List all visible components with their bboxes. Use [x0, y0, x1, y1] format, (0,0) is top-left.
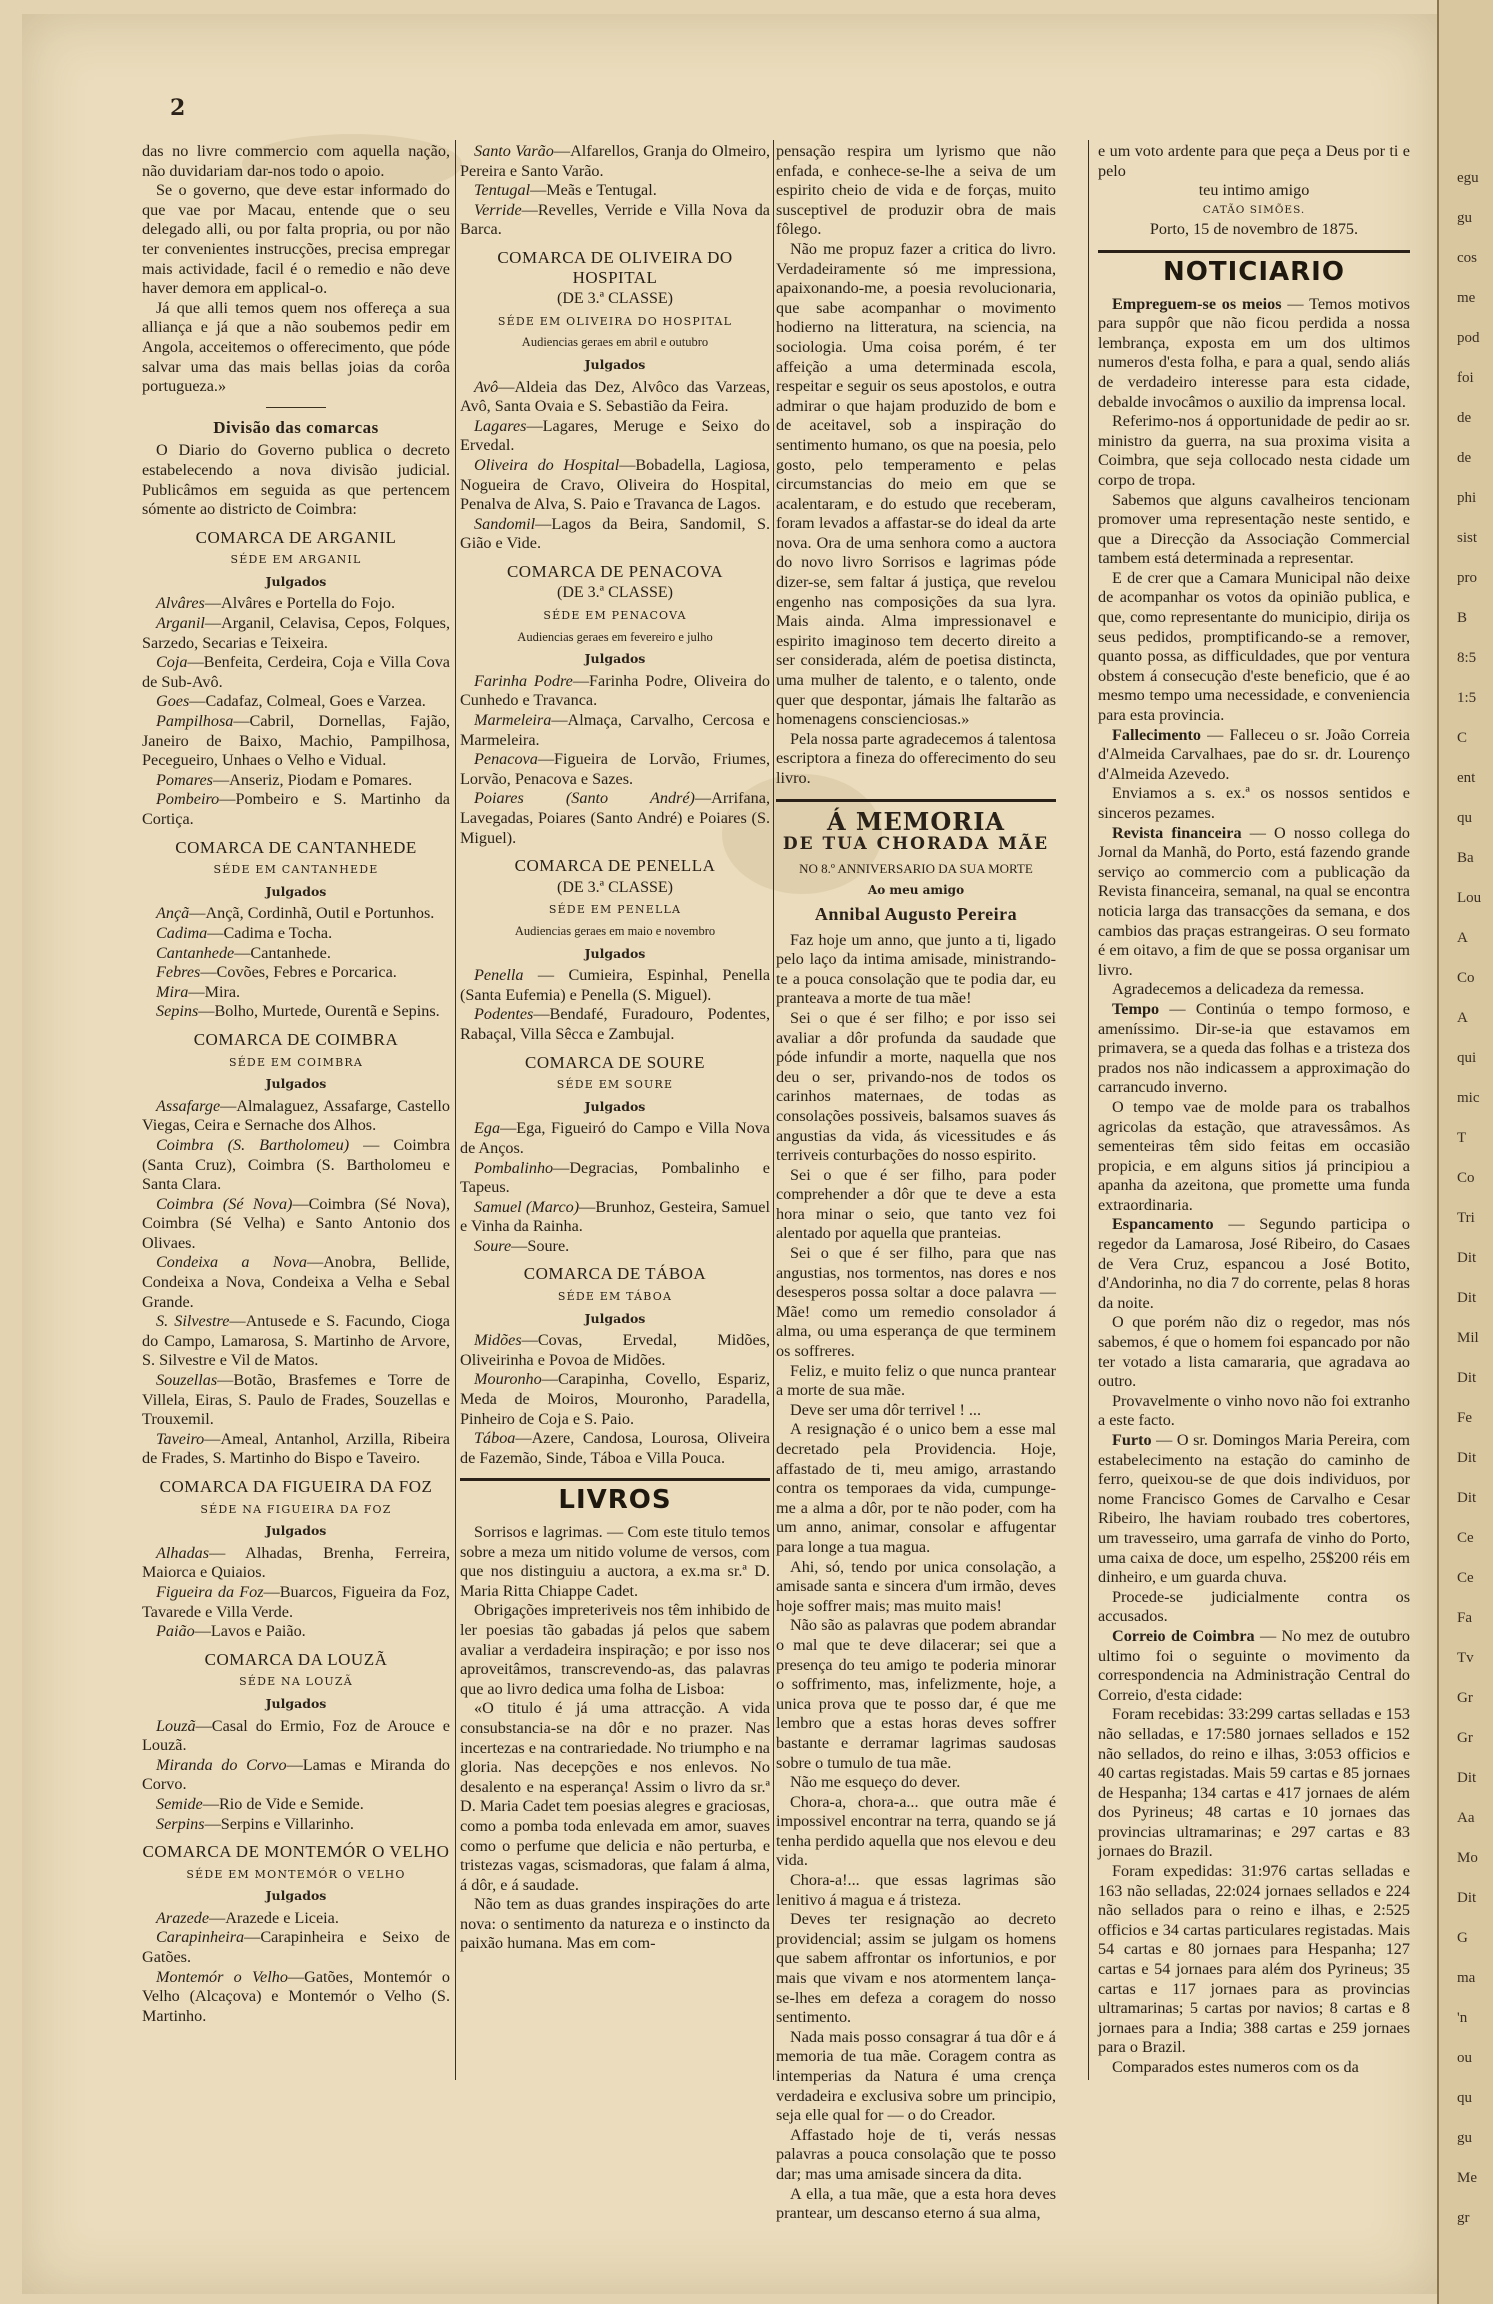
- next-page-fragment: mic: [1457, 1090, 1480, 1106]
- next-page-fragment: A: [1457, 1010, 1468, 1026]
- news-list: [1098, 295, 1410, 2078]
- julgado-entry: Alhadas— Alhadas, Brenha, Ferreira, Maiorca e Quiaios.: [142, 1543, 450, 1582]
- julgado-entry: Souzellas—Botão, Brasfemes e Torre de Villela, Eiras, S. Paulo de Frades, Souzellas e Trouxemil.: [142, 1371, 450, 1429]
- next-page-fragment: ma: [1457, 1970, 1476, 1986]
- next-page-fragment: Tv: [1457, 1650, 1474, 1666]
- divider: [460, 1478, 770, 1481]
- julgado-place: Serpins: [156, 1814, 205, 1833]
- julgado-entry: Santo Varão—Alfarellos, Granja do Olmeiro, Pereira e Santo Varão.: [460, 142, 771, 180]
- julgado-entry: Taveiro—Ameal, Antanhol, Arzilla, Ribeira de Frades, S. Martinho do Bispo e Taveiro.: [142, 1429, 450, 1468]
- comarca-title: COMARCA DA FIGUEIRA DA FOZ: [159, 1477, 433, 1496]
- julgados-heading: Julgados: [265, 1888, 327, 1904]
- paragraph: Sorrisos e lagrimas. — Com este titulo temos sobre a meza um nitido volume de versos, com que nos distinguiu a auctora, a ex.ma sr.ª D. Maria Ritta Chiappe Cadet.: [460, 1523, 770, 1600]
- julgado-place: Coimbra (S. Bartholomeu): [156, 1135, 350, 1154]
- next-page-fragment: ent: [1457, 770, 1476, 786]
- julgado-place: Carapinheira: [156, 1928, 245, 1947]
- news-item: Foram expedidas: 31:976 cartas selladas e 163 não selladas, 22:024 jornaes sellados e 224 não sellados para o reino e ilhas, e 2:525 officios e 34 cartas particulares registadas. Mais 54 cartas e 80 jornaes para Hespanha; 127 cartas e 54 jornaes para além dos Pyrineus; 35 cartas e 117 jornaes para as provincias ultramarinas; 5 cartas por navios; 8 cartas e 8 jornaes para a India; 388 cartas e 259 jornaes para o Brazil.: [1098, 1862, 1410, 2057]
- comarca-classe: (DE 3.ª CLASSE): [557, 290, 673, 308]
- memoria-subtitle: DE TUA CHORADA MÃE: [782, 834, 1050, 855]
- livros-article: [460, 1523, 770, 1954]
- julgado-entry: Verride—Revelles, Verride e Villa Nova da Barca.: [460, 200, 770, 239]
- julgado-place: Goes: [156, 692, 190, 711]
- comarca-title: COMARCA DE COIMBRA: [193, 1029, 399, 1049]
- column-4: [1098, 142, 1410, 2082]
- julgado-entry: Soure—Soure.: [474, 1236, 570, 1255]
- julgado-entry: Cadima—Cadima e Tocha.: [156, 923, 333, 942]
- column-rule: [1088, 140, 1089, 2080]
- julgados-heading: Julgados: [265, 573, 327, 589]
- paragraph: Sei o que é ser filho, para que nas angustias, nos tormentos, nas dores e nos desesperos possa soltar a doce palavra — Mãe! como um remedio consolador á alma, ou uma esperança de que terminem os soffreres.: [776, 1244, 1056, 1361]
- julgado-place: Alvâres: [156, 594, 205, 613]
- next-page-fragment: Gr: [1457, 1730, 1473, 1746]
- julgados-heading: Julgados: [584, 1098, 646, 1114]
- news-headline: Correio de Coimbra: [1112, 1626, 1255, 1645]
- comarca-title: COMARCA DE MONTEMÓR O VELHO: [142, 1842, 450, 1862]
- next-page-fragment: de: [1457, 450, 1472, 466]
- paragraph: Ahi, só, tendo por unica consolação, a amisade santa e sincera d'um irmão, deves hoje soffrer mais; mas muito mais!: [776, 1557, 1056, 1615]
- news-item: Sabemos que alguns cavalheiros tencionam promover uma representação neste sentido, e que a Direcção da Associação Commercial tambem está determinada a representar.: [1098, 490, 1410, 568]
- julgado-place: Poiares (Santo André): [474, 789, 695, 808]
- paragraph: Não me propuz fazer a critica do livro. Verdadeiramente só me impressiona, apaixonando-me, a poesia revolucionaria, que sabe acompanhar o movimento hodierno na litteratura, na sciencia, na sociologia. Uma coisa porém, é ter affeição a uma determinada escola, respeitar e seguir os seus apostolos, e outra admirar o que hajam produzido de bom e de aceitavel, sob a inspiração do sentimento humano, os que na poesia, pelo gosto, pelo temperamento e pelas circumstancias do meio em que se acalentaram, e do estudo que receberam, foram levados a affastar-se do ideal da arte nova. Ora de uma senhora como a auctora do novo livro Sorrisos e lagrimas póde dizer-se, sem faltar á justiça, que revelou engenho nas composições da sua lyra. Mais ainda. Alma impressionavel e espirito imaginoso tem decerto direito a ser considerada, além de poetisa distincta, uma mulher de talento, e o talento, onde quer que despontar, jámais lhe faltarão as homenagens conscienciosas.»: [776, 239, 1056, 729]
- julgados-heading: Julgados: [584, 945, 646, 961]
- julgado-place: Ançã: [156, 904, 190, 923]
- julgado-place: Farinha Podre: [474, 671, 573, 690]
- next-page-fragment: gu: [1457, 210, 1472, 226]
- paragraph: Pela nossa parte agradecemos á talentosa escriptora a fineza do offerecimento do seu livro.: [776, 729, 1056, 787]
- news-headline: Furto: [1112, 1431, 1152, 1449]
- julgado-place: Alhadas: [156, 1543, 210, 1562]
- comarca-title: COMARCA DE PENACOVA: [506, 561, 724, 581]
- paragraph: Se o governo, que deve estar informado do que vae por Macau, entende que o seu delegado alli, ou por falta propria, ou por não ter convenientes instrucções, precisa empregar mais actividade, facil é o remedio e não deve haver demora em applical-o.: [142, 181, 450, 298]
- julgado-entry: Arazede—Arazede e Liceia.: [156, 1908, 339, 1927]
- next-page-fragment: Ce: [1457, 1570, 1474, 1586]
- next-page-fragment: Dit: [1457, 1490, 1477, 1506]
- next-page-fragment: Dit: [1457, 1250, 1477, 1266]
- julgado-place: Semide: [156, 1794, 203, 1813]
- julgado-place: Samuel (Marco): [474, 1197, 580, 1216]
- comarca-sede: SÉDE EM CANTANHEDE: [213, 863, 379, 877]
- julgado-entry: Samuel (Marco)—Brunhoz, Gesteira, Samuel e Vinha da Rainha.: [460, 1197, 770, 1236]
- column-rule: [773, 140, 774, 2080]
- paragraph: A resignação é o unico bem a esse mal decretado pela Providencia. Hoje, affastado de ti, meu amigo, arrastando contra os temporaes da vida, cumpunge-me a alma a dôr, por te não poder, com ha um anno, animar, consolar e affugentar para longe a tua magua.: [776, 1420, 1056, 1556]
- comarca-title: COMARCA DE PENELLA: [514, 856, 716, 876]
- next-page-fragment: Mil: [1457, 1330, 1479, 1346]
- memoria-article: [776, 931, 1056, 2224]
- julgado-place: Assafarge: [156, 1096, 221, 1115]
- paragraph: Já que alli temos quem nos offereça a sua alliança e já que a não soubemos pedir em Angola, acceitemos o offerecimento, que póde salvar uma das mais bellas joias da corôa portugueza.»: [142, 298, 450, 396]
- signature-name: CATÃO SIMÕES.: [1202, 203, 1306, 216]
- julgado-place: Pampilhosa: [156, 712, 234, 731]
- comarca-audiencias: Audiencias geraes em abril e outubro: [521, 335, 709, 350]
- comarca-classe: (DE 3.ª CLASSE): [557, 878, 673, 896]
- paragraph: Não me esqueço do dever.: [790, 1773, 961, 1792]
- paragraph: Obrigações impreteriveis nos têm inhibido de ler poesias tão gabadas já pelos que sabem avaliar a verdadeira inspiração; e por isso nos aproveitâmos, transcrevendo-as, das palavras que ao livro dedica uma folha de Lisboa:: [460, 1601, 770, 1698]
- column-1: [142, 142, 450, 2082]
- julgado-place: Coimbra (Sé Nova): [156, 1194, 293, 1213]
- julgado-entry: Poiares (Santo André)—Arrifana, Lavegadas, Poiares (Santo André) e Poiares (S. Miguel).: [460, 789, 770, 847]
- paragraph: pensação respira um lyrismo que não enfada, e conhece-se-lhe a seiva de um espirito cheio de vida e de forças, muito susceptivel de produzir obra de mais fôlego.: [776, 142, 1056, 239]
- news-item: O tempo vae de molde para os trabalhos agricolas da estação, que atravessâmos. As sementeiras têm sido feitas em occasião propicia, e em alguns sitios já principiou a apanha da azeitona, que promette uma funda extraordinaria.: [1098, 1097, 1410, 1214]
- julgado-place: Sepins: [156, 1002, 199, 1021]
- news-item: Referimo-nos á opportunidade de pedir ao sr. ministro da guerra, na sua proxima visita a Coimbra, que seja collocado nesta cidade um corpo de tropa.: [1098, 412, 1410, 489]
- julgado-entry: Miranda do Corvo—Lamas e Miranda do Corvo.: [142, 1755, 451, 1794]
- julgado-entry: Cantanhede—Cantanhede.: [156, 943, 331, 962]
- julgado-entry: Condeixa a Nova—Anobra, Bellide, Condeixa a Nova, Condeixa a Velha e Sebal Grande.: [142, 1253, 450, 1311]
- next-page-fragment: 'n: [1457, 2010, 1468, 2026]
- julgado-place: Arazede: [156, 1908, 210, 1927]
- julgado-place: Louzã: [156, 1716, 196, 1735]
- paragraph: e um voto ardente para que peça a Deus por ti e pelo: [1098, 142, 1410, 180]
- next-page-fragment: C: [1457, 730, 1468, 746]
- next-page-fragment: Co: [1457, 970, 1475, 986]
- next-page-fragment: Ba: [1457, 850, 1474, 866]
- julgado-place: Souzellas: [156, 1371, 218, 1390]
- julgado-place: Penella: [474, 966, 524, 985]
- julgado-entry: Podentes—Bendafé, Furadouro, Podentes, Rabaçal, Villa Sêcca e Zambujal.: [460, 1005, 770, 1043]
- memoria-anniversary: NO 8.º ANNIVERSARIO DA SUA MORTE: [799, 860, 1033, 876]
- julgado-entry: Tentugal—Meãs e Tentugal.: [474, 181, 657, 200]
- paragraph: das no livre commercio com aquella nação, não duvidariam dar-nos todo o apoio.: [142, 142, 450, 180]
- julgado-entry: Farinha Podre—Farinha Podre, Oliveira do Cunhedo e Travanca.: [460, 671, 770, 710]
- news-item: Enviamos a s. ex.ª os nossos sentidos e sinceros pezames.: [1098, 784, 1410, 822]
- julgado-place: Paião: [156, 1622, 195, 1641]
- julgado-entry: Sepins—Bolho, Murtede, Ourentã e Sepins.: [156, 1002, 440, 1021]
- julgado-place: Pombeiro: [156, 790, 220, 809]
- paragraph: Faz hoje um anno, que junto a ti, ligado pelo laço da intima amisade, ministrando-te a pouca consolação que te podia dar, eu pranteava a morte de tua mãe!: [776, 930, 1056, 1008]
- next-page-fragment: Dit: [1457, 1890, 1477, 1906]
- julgado-entry: Midões—Covas, Ervedal, Midões, Oliveirinha e Povoa de Midões.: [460, 1331, 770, 1369]
- next-page-fragment: gu: [1457, 2130, 1472, 2146]
- julgados-heading: Julgados: [265, 1695, 327, 1711]
- next-page-fragment: Aa: [1457, 1810, 1475, 1826]
- julgados-heading: Julgados: [584, 651, 646, 667]
- julgado-place: Podentes: [474, 1005, 534, 1024]
- julgado-entry: Coimbra (S. Bartholomeu) — Coimbra (Santa Cruz), Coimbra (S. Bartholomeu e Santa Clara.: [142, 1135, 450, 1194]
- comarca-sede: SÉDE EM OLIVEIRA DO HOSPITAL: [497, 314, 733, 328]
- julgado-entry: S. Silvestre—Antusede e S. Facundo, Cioga do Campo, Lamarosa, S. Martinho de Arvore, S. Silvestre e Vil de Matos.: [142, 1312, 450, 1370]
- news-item: Fallecimento — Falleceu o sr. João Correia d'Almeida Carvalhaes, pae do sr. dr. Lourenço d'Almeida Azevedo.: [1098, 725, 1410, 783]
- next-page-fragment: Fa: [1457, 1610, 1472, 1626]
- julgado-place: Cantanhede: [156, 943, 235, 962]
- comarca-sede: SÉDE EM SOURE: [556, 1078, 674, 1092]
- julgados-heading: Julgados: [584, 356, 646, 372]
- memoria-title: Á MEMORIA: [826, 806, 1006, 836]
- memoria-dedication: Ao meu amigo: [867, 883, 965, 898]
- julgados-heading: Julgados: [265, 1523, 327, 1539]
- julgado-place: Marmeleira: [474, 711, 552, 730]
- comarcas-list: [142, 528, 450, 2027]
- julgado-entry: Pombalinho—Degracias, Pombalinho e Tapeus.: [460, 1158, 770, 1197]
- next-page-fragment: Dit: [1457, 1450, 1477, 1466]
- julgado-entry: Arganil—Arganil, Celavisa, Cepos, Folques, Sarzedo, Secarias e Teixeira.: [142, 614, 450, 652]
- news-item: Correio de Coimbra — No mez de outubro ultimo foi o seguinte o movimento da correspondencia na Administração Central do Correio, d'esta cidade:: [1098, 1626, 1410, 1704]
- julgado-place: Arganil: [156, 614, 205, 633]
- julgado-entry: Coimbra (Sé Nova)—Coimbra (Sé Nova), Coimbra (Sé Velha) e Santo Antonio dos Olivaes.: [142, 1194, 450, 1252]
- next-page-fragment: gr: [1457, 2210, 1470, 2226]
- news-headline: Revista financeira: [1112, 823, 1242, 842]
- next-page-fragment: qu: [1457, 810, 1472, 826]
- paragraph: Chora-a!... que essas lagrimas são lenitivo á magua e á tristeza.: [776, 1871, 1056, 1909]
- next-page-fragment: Dit: [1457, 1370, 1477, 1386]
- comarca-title: COMARCA DE TÁBOA: [523, 1264, 707, 1284]
- julgado-entry: Mouronho—Carapinha, Covello, Espariz, Meda de Moiros, Mouronho, Paradella, Pinheiro de Coja e S. Paio.: [460, 1370, 770, 1428]
- divider: [1098, 250, 1410, 253]
- paragraph: Affastado hoje de ti, verás nessas palavras a pouca consolação que te posso dar; mas uma amisade sincera da dita.: [776, 2125, 1056, 2183]
- julgado-entry: Carapinheira—Carapinheira e Seixo de Gatões.: [142, 1928, 450, 1967]
- comarca-title: COMARCA DE CANTANHEDE: [175, 837, 417, 857]
- comarca-sede: SÉDE EM COIMBRA: [228, 1055, 364, 1069]
- paragraph: Não são as palavras que podem abrandar o mal que te deve dilacerar; sei que a presença do teu amigo te poderia minorar o soffrimento, mas, infelizmente, hoje, a unica prova que te posso dar, é que me lembro que a estas horas deves soffrer bastante e derramar lagrimas saudosas sobre o tumulo de tua mãe.: [776, 1616, 1056, 1772]
- comarca-sede: SÉDE EM PENACOVA: [543, 609, 687, 623]
- julgado-place: Cadima: [156, 923, 208, 942]
- julgado-place: Oliveira do Hospital: [474, 455, 620, 474]
- next-page-fragment: A: [1457, 930, 1468, 946]
- column-3: [776, 142, 1056, 2223]
- next-page-fragment: G: [1457, 1930, 1468, 1946]
- news-item: Espancamento — Segundo participa o regedor da Lamarosa, José Ribeiro, do Casaes de Vera Cruz, espancou a José Botito, d'Andorinha, no dia 7 do corrente, pelas 8 horas da noite.: [1098, 1215, 1410, 1312]
- comarca-title: COMARCA DA LOUZÃ: [204, 1649, 388, 1669]
- comarca-sede: SÉDE EM PENELLA: [548, 903, 682, 917]
- julgado-entry: Alvâres—Alvâres e Portella do Fojo.: [156, 594, 396, 613]
- julgados-heading: Julgados: [265, 883, 327, 899]
- julgado-place: S. Silvestre: [156, 1312, 230, 1331]
- next-page-fragment: Dit: [1457, 1290, 1477, 1306]
- next-page-fragment: Me: [1457, 2170, 1477, 2186]
- comarca-audiencias: Audiencias geraes em fevereiro e julho: [517, 629, 713, 644]
- next-page-fragment: me: [1457, 290, 1476, 306]
- page-number: 2: [170, 95, 186, 121]
- julgado-entry: Penella — Cumieira, Espinhal, Penella (Santa Eufemia) e Penella (S. Miguel).: [460, 966, 770, 1004]
- comarca-sede: SÉDE NA FIGUEIRA DA FOZ: [200, 1502, 392, 1516]
- julgado-entry: Semide—Rio de Vide e Semide.: [156, 1794, 364, 1813]
- next-page-fragment: qu: [1457, 2090, 1472, 2106]
- next-page-fragment: pro: [1457, 570, 1477, 586]
- julgado-entry: Mira—Mira.: [156, 982, 241, 1001]
- comarca-classe: (DE 3.ª CLASSE): [557, 584, 673, 602]
- julgado-entry: Coja—Benfeita, Cerdeira, Coja e Villa Cova de Sub-Avô.: [142, 653, 450, 691]
- julgado-place: Montemór o Velho: [156, 1967, 288, 1986]
- julgado-entry: Sandomil—Lagos da Beira, Sandomil, S. Gião e Vide.: [460, 514, 770, 553]
- julgado-place: Pomares: [156, 770, 213, 789]
- julgado-place: Febres: [156, 963, 201, 982]
- paragraph: «O titulo é já uma attracção. A vida consubstancia-se na dôr e no prazer. Nas incertezas e na contrariedade. No triumpho e na gloria. Nas decepções e nos enlevos. No desalento e na esperança! Assim o livro da sr.ª D. Maria Cadet tem poesias alegres e graciosas, como a pomba toda enlevada em amor, suaves como o perfume que delicia e não perturba, e tristezas vagas, scismadoras, que falam á alma, á dôr, e á saudade.: [460, 1699, 770, 1894]
- paragraph: Sei o que é ser filho, para poder comprehender a dôr que te deve a esta hora minar o seio, que tanto vez foi alentado por aquella que pranteias.: [776, 1165, 1056, 1243]
- next-page-fragment: pod: [1457, 330, 1480, 346]
- review-article: [776, 142, 1056, 789]
- livros-title: LIVROS: [558, 1485, 672, 1516]
- paragraph: Nada mais posso consagrar á tua dôr e á memoria de tua mãe. Coragem contra as intemperias da Natura é uma crença verdadeira e exclusiva sobre um principio, seja elle qual for — o do Creador.: [776, 2027, 1056, 2125]
- next-page-fragment: Tri: [1457, 1210, 1475, 1226]
- julgado-place: Mira: [156, 982, 189, 1001]
- julgados-heading: Julgados: [265, 1076, 327, 1092]
- news-item: Comparados estes numeros com os da: [1112, 2058, 1359, 2076]
- next-page-fragment: Mo: [1457, 1850, 1478, 1866]
- news-item: Foram recebidas: 33:299 cartas selladas e 153 não selladas, e 17:580 jornaes sellados e 152 não sellados, do reino e ilhas, 3:053 officios e 40 cartas registadas. Mais 59 cartas e 85 jornaes de Hespanha; 134 cartas e 417 jornaes de além dos Pyrineus; 48 cartas e 10 jornaes das provincias ultramarinas; e 297 cartas e 83 jornaes do Brazil.: [1098, 1705, 1410, 1861]
- comarca-title: COMARCA DE SOURE: [525, 1052, 705, 1072]
- news-item: Revista financeira — O nosso collega do Jornal da Manhã, do Porto, está fazendo grande serviço ao commercio com a publicação da Revista financeira, semanal, na qual se encontra noticia larga das transacções da semana, e dos cambios das praças estrangeiras. O seu formato é em oitavo, a fim de que se possa organisar um livro.: [1098, 823, 1410, 979]
- julgado-entry: Assafarge—Almalaguez, Assafarge, Castello Viegas, Ceira e Sernache dos Alhos.: [142, 1096, 450, 1135]
- next-page-fragment: 1:5: [1457, 690, 1477, 706]
- julgado-entry: Paião—Lavos e Paião.: [156, 1622, 306, 1641]
- paragraph: Deves ter resignação ao decreto providencial; assim se julgam os homens que sabem affrontar os infortunios, e por mais que vivam e nos atormentem lança-se-lhes em defeza a coragem do nosso sentimento.: [776, 1910, 1056, 2027]
- paragraph: Deve ser uma dôr terrivel ! ...: [790, 1400, 982, 1419]
- next-page-fragment: de: [1457, 410, 1472, 426]
- julgado-entry: Oliveira do Hospital—Bobadella, Lagiosa, Nogueira de Cravo, Oliveira do Hospital, Penalva de Alva, S. Paio e Travanca de Lagos.: [460, 455, 770, 514]
- julgado-entry: Febres—Covões, Febres e Porcarica.: [156, 963, 397, 982]
- julgado-entry: Louzã—Casal do Ermio, Foz de Arouce e Louzã.: [142, 1716, 450, 1755]
- next-page-fragment: B: [1457, 610, 1468, 626]
- julgado-place: Figueira da Foz: [156, 1582, 264, 1601]
- julgado-entry: Serpins—Serpins e Villarinho.: [156, 1814, 354, 1833]
- noticiario-title: NOTICIARIO: [1163, 256, 1345, 287]
- divider: [266, 407, 326, 408]
- signature-place: Porto, 15 de novembro de 1875.: [1149, 220, 1359, 239]
- julgado-entry: Penacova—Figueira de Lorvão, Friumes, Lorvão, Penacova e Sazes.: [460, 750, 770, 788]
- comarca-audiencias: Audiencias geraes em maio e novembro: [514, 923, 716, 938]
- next-page-fragment: 8:5: [1457, 650, 1477, 666]
- next-page-fragment: foi: [1457, 370, 1474, 386]
- julgado-place: Tentugal: [474, 181, 531, 200]
- julgado-place: Miranda do Corvo: [156, 1755, 287, 1774]
- julgado-place: Táboa: [474, 1429, 516, 1448]
- news-headline: Empreguem-se os meios: [1112, 294, 1282, 313]
- julgado-place: Midões: [474, 1331, 522, 1350]
- comarca-sede: SÉDE NA LOUZÃ: [239, 1675, 353, 1689]
- julgado-entry: Ançã—Ançã, Cordinhã, Outil e Portunhos.: [156, 904, 435, 923]
- julgado-entry: Pampilhosa—Cabril, Dornellas, Fajão, Janeiro de Baixo, Machio, Pampilhosa, Pecegueiro, Unhaes o Velho e Vidual.: [142, 712, 450, 770]
- paragraph: Não tem as duas grandes inspirações do arte nova: o sentimento da natureza e o instincto da paixão humana. Mas em com-: [460, 1895, 770, 1953]
- julgado-place: Condeixa a Nova: [156, 1253, 308, 1272]
- paragraph: O Diario do Governo publica o decreto estabelecendo a nova divisão judicial. Publicâmos em seguida as que pertencem sómente ao districto de Coimbra:: [142, 441, 450, 519]
- julgado-entry: Marmeleira—Almaça, Carvalho, Cercosa e Marmeleira.: [460, 711, 770, 749]
- julgados-heading: Julgados: [584, 1310, 646, 1326]
- comarca-sede: SÉDE EM MONTEMÓR O VELHO: [186, 1867, 406, 1881]
- next-page-fragment: Dit: [1457, 1770, 1477, 1786]
- next-page-fragment: Co: [1457, 1170, 1475, 1186]
- column-rule: [455, 140, 456, 2080]
- news-headline: Tempo: [1112, 999, 1160, 1018]
- next-page-fragment: phi: [1457, 490, 1477, 506]
- julgado-place: Soure: [474, 1236, 512, 1255]
- julgado-entry: Goes—Cadafaz, Colmeal, Goes e Varzea.: [156, 692, 426, 711]
- comarca-title: COMARCA DE ARGANIL: [195, 527, 397, 547]
- news-headline: Espancamento: [1112, 1215, 1214, 1234]
- julgado-entry: Ega—Ega, Figueiró do Campo e Villa Nova de Anços.: [460, 1119, 770, 1157]
- julgado-place: Ega: [474, 1119, 501, 1138]
- paragraph: Sei o que é ser filho; e por isso sei avaliar a dôr profunda da saudade que póde infundir a morte, naquella que nos deu o ser, privando-nos de todos os carinhos maternaes, de todas as consolações possiveis, balsamos suaves ás angustias da vida, ás vicessitudes e ás terriveis conturbações do nosso espirito.: [776, 1008, 1056, 1165]
- next-page-fragment: Fe: [1457, 1410, 1472, 1426]
- news-item: E de crer que a Camara Municipal não deixe de acompanhar os votos da opinião publica, e que, como representante do municipio, dirija os seus pedidos, promptificando-se a remover, quanto possa, as difficuldades, que por ventura obstem á consecução d'este beneficio, que é ao mesmo tempo uma necessidade, e conveniencia para esta provincia.: [1098, 568, 1410, 725]
- julgado-place: Sandomil: [474, 514, 536, 533]
- memoria-name: Annibal Augusto Pereira: [814, 903, 1018, 924]
- news-item: O que porém não diz o regedor, mas nós sabemos, é que o homem foi espancado por não ter votado a lista camararia, que agradava ao outro.: [1098, 1313, 1410, 1391]
- julgado-entry: Pomares—Anseriz, Piodam e Pomares.: [156, 770, 413, 789]
- comarca-continuation: [460, 142, 770, 240]
- julgado-place: Taveiro: [156, 1429, 205, 1448]
- julgado-entry: Montemór o Velho—Gatões, Montemór o Velho (Alcaçova) e Montemór o Velho (S. Martinho.: [142, 1967, 450, 2025]
- news-item: Furto — O sr. Domingos Maria Pereira, com estabelecimento na estação do caminho de ferro, queixou-se de que dois individuos, por nome Francisco Gomes de Carvalho e Cesar Ribeiro, lhe haviam roubado tres cobertores, um travesseiro, uma garrafa de vinho do Porto, uma caixa de doce, um espelho, 25$200 réis em dinheiro, e um guarda chuva.: [1098, 1431, 1410, 1587]
- julgado-place: Verride: [474, 200, 522, 219]
- divider: [776, 799, 1056, 802]
- news-item: Tempo — Continúa o tempo formoso, e ameníssimo. Dir-se-ia que estavamos em primavera, se a queda das folhas e a tristeza dos prados nos não indicassem a approximação do carrancudo inverno.: [1098, 999, 1410, 1097]
- next-page-fragment: ou: [1457, 2050, 1472, 2066]
- news-headline: Fallecimento: [1112, 725, 1201, 744]
- news-item: Provavelmente o vinho novo não foi extranho a este facto.: [1098, 1391, 1410, 1430]
- julgado-entry: Lagares—Lagares, Meruge e Seixo do Ervedal.: [460, 416, 770, 455]
- next-page-fragment: egu: [1457, 170, 1479, 186]
- comarca-sede: SÉDE EM ARGANIL: [230, 553, 362, 567]
- comarcas-list: [460, 248, 770, 1468]
- comarca-title: COMARCA DE OLIVEIRA DO HOSPITAL: [497, 247, 733, 287]
- julgado-entry: Figueira da Foz—Buarcos, Figueira da Foz, Tavarede e Villa Verde.: [142, 1582, 450, 1621]
- signature-intro: teu intimo amigo: [1198, 181, 1310, 200]
- comarca-sede: SÉDE EM TÁBOA: [557, 1290, 673, 1304]
- next-page-fragment: Ce: [1457, 1530, 1474, 1546]
- next-page-fragment: T: [1457, 1130, 1467, 1146]
- julgado-place: Avô: [474, 377, 499, 396]
- next-page-fragment: Gr: [1457, 1690, 1473, 1706]
- section-title: Divisão das comarcas: [213, 417, 379, 437]
- column-2: [460, 142, 770, 2082]
- julgado-place: Mouronho: [474, 1370, 542, 1389]
- news-item: Empreguem-se os meios — Temos motivos para suppôr que não ficou perdida a nossa lembrança, exposta em um dos ultimos numeros d'esta folha, e para a qual, sendo aliás de verdadeiro interesse para esta cidade, debalde invocâmos o auxilio da imprensa local.: [1098, 294, 1410, 411]
- julgado-entry: Avô—Aldeia das Dez, Alvôco das Varzeas, Avô, Santa Ovaia e S. Sebastião da Feira.: [460, 377, 770, 416]
- news-item: Procede-se judicialmente contra os accusados.: [1098, 1587, 1410, 1626]
- julgado-place: Lagares: [474, 416, 527, 435]
- next-page-edge: [1437, 0, 1493, 2304]
- next-page-fragment: Lou: [1457, 890, 1482, 906]
- julgado-place: Pombalinho: [474, 1158, 554, 1177]
- news-item: Agradecemos a delicadeza da remessa.: [1112, 980, 1365, 999]
- next-page-fragment: sist: [1457, 530, 1478, 546]
- julgado-entry: Pombeiro—Pombeiro e S. Martinho da Cortiça.: [142, 790, 450, 828]
- paragraph: Feliz, e muito feliz o que nunca prantear a morte de sua mãe.: [776, 1361, 1056, 1400]
- next-page-fragment: cos: [1457, 250, 1477, 266]
- julgado-place: Santo Varão: [474, 142, 554, 160]
- julgado-place: Penacova: [474, 750, 538, 769]
- julgado-entry: Táboa—Azere, Candosa, Lourosa, Oliveira de Fazemão, Sinde, Táboa e Villa Pouca.: [460, 1429, 770, 1467]
- next-page-fragment: qui: [1457, 1050, 1477, 1066]
- paragraph: Chora-a, chora-a... que outra mãe é impossivel encontrar na terra, quando se já tenha perdido aquella que nos elevou e deu vida.: [776, 1792, 1056, 1870]
- julgado-place: Coja: [156, 653, 188, 672]
- paragraph: A ella, a tua mãe, que a esta hora deves prantear, um descanso eterno á sua alma,: [776, 2184, 1056, 2223]
